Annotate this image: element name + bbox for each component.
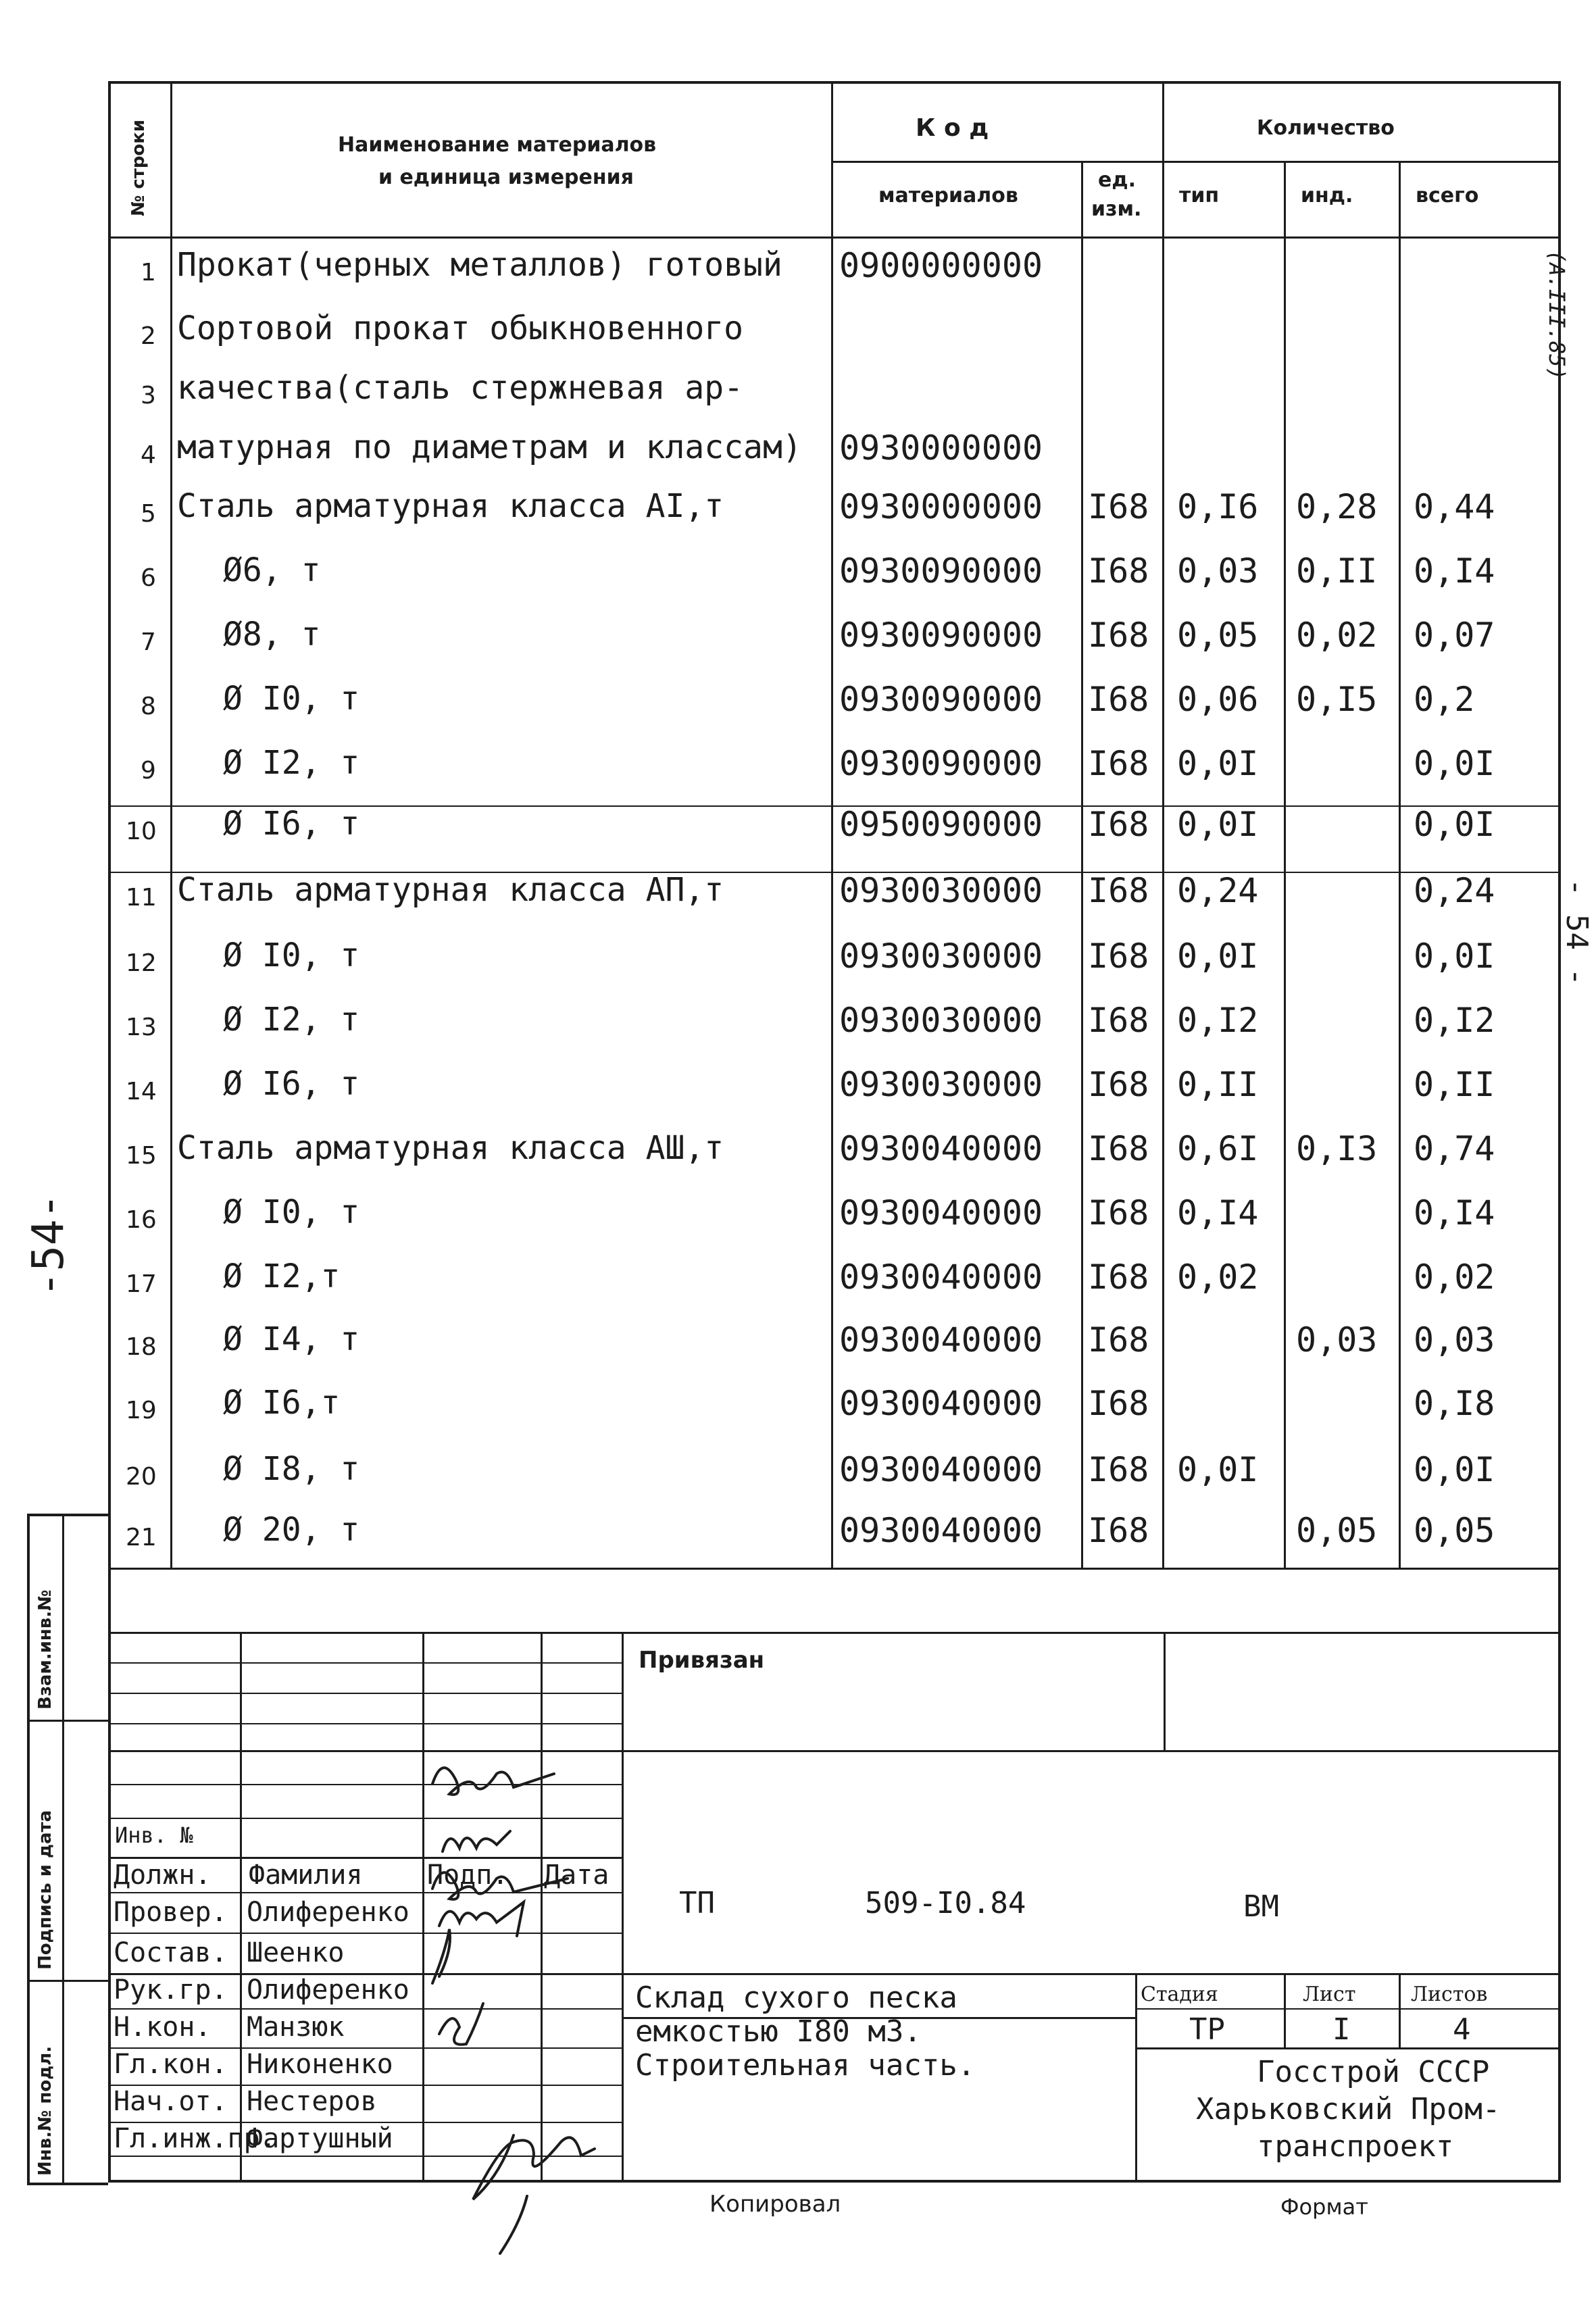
row-typ: 0,02 — [1177, 1258, 1259, 1297]
row-code: 0930040000 — [839, 1129, 1043, 1168]
staff-col-line — [422, 1632, 424, 2183]
row-name: Ø I2, т — [223, 1001, 360, 1039]
row-number: 17 — [126, 1270, 157, 1298]
row-number: 13 — [126, 1014, 157, 1041]
row-name: Ø 20, т — [223, 1511, 360, 1549]
side-strip-bottom — [27, 2183, 108, 2185]
staff-col-line — [240, 1632, 242, 2183]
row-number: 14 — [126, 1078, 157, 1105]
footer-format: Формат — [1280, 2194, 1368, 2220]
side-strip-div2 — [27, 1980, 108, 1982]
row-unit: I68 — [1088, 805, 1149, 844]
row-typ: 0,0I — [1177, 937, 1259, 976]
row-typ: 0,I2 — [1177, 1001, 1259, 1040]
row-total: 0,II — [1414, 1065, 1495, 1104]
row-unit: I68 — [1088, 937, 1149, 976]
row-name: Сталь арматурная класса AП,т — [177, 871, 724, 909]
row-typ: 0,II — [1177, 1065, 1259, 1104]
title-block-divider — [622, 1632, 624, 2183]
row-total: 0,44 — [1414, 487, 1495, 526]
row-total: 0,2 — [1414, 680, 1475, 719]
title-line2: емкостью I80 м3. — [635, 2014, 922, 2049]
staff-name: Олиференко — [247, 1897, 409, 1928]
staff-name: Нестеров — [247, 2086, 377, 2117]
row-name: Ø I6,т — [223, 1384, 341, 1422]
side-label-vzam: Взам.инв.№ — [35, 1589, 55, 1710]
row-number: 19 — [126, 1397, 157, 1424]
row-number: 2 — [141, 322, 156, 350]
row-total: 0,I8 — [1414, 1384, 1495, 1423]
staff-name: Фартушный — [247, 2123, 393, 2154]
header-quantity: Количество — [1257, 116, 1395, 140]
row-total: 0,I4 — [1414, 1193, 1495, 1233]
row-name: Ø I0, т — [223, 1193, 360, 1231]
staff-col-header: Дата — [544, 1860, 609, 1891]
row-code: 0930090000 — [839, 551, 1043, 591]
row-total: 0,I2 — [1414, 1001, 1495, 1040]
row-total: 0,05 — [1414, 1511, 1495, 1550]
staff-col-header: Подп. — [427, 1860, 509, 1891]
header-bottom-line — [108, 237, 1561, 239]
row-total: 0,02 — [1414, 1258, 1495, 1297]
row-name: Сортовой прокат обыкновенного — [177, 309, 744, 347]
header-q-total: всего — [1416, 184, 1479, 207]
row-code: 0950090000 — [839, 805, 1043, 844]
row-code: 0930030000 — [839, 1001, 1043, 1040]
col-line-ind — [1284, 161, 1286, 1568]
stage-line — [1135, 2047, 1561, 2049]
staff-line — [108, 2156, 622, 2157]
row-code: 0930090000 — [839, 616, 1043, 655]
row-name: Ø I8, т — [223, 1450, 360, 1488]
staff-line — [108, 1784, 622, 1785]
side-label-podpis: Подпись и дата — [35, 1810, 55, 1970]
row-typ: 0,6I — [1177, 1129, 1259, 1168]
header-code-unit-1: ед. — [1098, 168, 1136, 192]
row-ind: 0,II — [1296, 551, 1378, 591]
stage-divider — [1284, 1973, 1286, 2047]
row-typ: 0,I6 — [1177, 487, 1259, 526]
row-code: 0930040000 — [839, 1193, 1043, 1233]
row-name: Ø I2,т — [223, 1258, 341, 1295]
row-number: 12 — [126, 949, 157, 977]
inv-number-label: Инв. № — [115, 1822, 193, 1848]
row-number: 15 — [126, 1142, 157, 1170]
staff-line — [108, 2008, 622, 2010]
header-code-material: материалов — [878, 184, 1018, 207]
row-number: 9 — [141, 757, 156, 785]
header-sub-line — [831, 161, 1561, 163]
row-code: 0900000000 — [839, 246, 1043, 285]
row-code: 0930040000 — [839, 1258, 1043, 1297]
row-number: 3 — [141, 382, 156, 409]
margin-mark-left: -54- — [24, 1193, 74, 1297]
header-code-unit-2: изм. — [1091, 197, 1142, 221]
title-line3: Строительная часть. — [635, 2048, 976, 2083]
row-typ: 0,I4 — [1177, 1193, 1259, 1233]
row-ind: 0,02 — [1296, 616, 1378, 655]
privyazan-divider — [1164, 1632, 1166, 1750]
row-unit: I68 — [1088, 1511, 1149, 1550]
row-typ: 0,0I — [1177, 1450, 1259, 1489]
row-number: 20 — [126, 1463, 157, 1491]
side-strip-left — [27, 1514, 30, 2183]
row-name: Ø8, т — [223, 616, 321, 653]
row-name: матурная по диаметрам и классам) — [177, 428, 802, 466]
staff-role: Нач.от. — [114, 2086, 228, 2117]
row-total: 0,07 — [1414, 616, 1495, 655]
staff-role: Провер. — [114, 1897, 228, 1928]
row-total: 0,24 — [1414, 871, 1495, 910]
staff-line — [108, 1693, 622, 1694]
row-ind: 0,I3 — [1296, 1129, 1378, 1168]
row-typ: 0,0I — [1177, 744, 1259, 783]
row-ind: 0,03 — [1296, 1320, 1378, 1360]
row-total: 0,0I — [1414, 937, 1495, 976]
row-ind: 0,05 — [1296, 1511, 1378, 1550]
sheets-value: 4 — [1453, 2012, 1471, 2047]
org-line2: Харьковский Пром- — [1196, 2092, 1501, 2126]
row-ind: 0,28 — [1296, 487, 1378, 526]
footer-copied: Копировал — [709, 2191, 841, 2218]
row-number: 1 — [141, 259, 156, 287]
staff-name: Шеенко — [247, 1937, 345, 1968]
row-code: 0930030000 — [839, 937, 1043, 976]
row-number: 8 — [141, 693, 156, 720]
staff-col-header: Фамилия — [249, 1860, 363, 1891]
staff-line — [108, 1892, 622, 1893]
staff-role: Гл.инж.пр. — [114, 2123, 276, 2154]
row-name: Ø6, т — [223, 551, 321, 589]
margin-mark-right: - 54 - — [1560, 878, 1594, 986]
row-code: 0930040000 — [839, 1450, 1043, 1489]
staff-line — [108, 1933, 622, 1934]
row-name: Ø I2, т — [223, 744, 360, 782]
row-typ: 0,05 — [1177, 616, 1259, 655]
sheet-label: Лист — [1303, 1983, 1356, 2006]
row-code: 0930040000 — [839, 1384, 1043, 1423]
side-strip-inner — [62, 1514, 64, 2183]
col-line-total — [1399, 161, 1401, 1568]
row-code: 0930030000 — [839, 871, 1043, 910]
row-name: Прокат(черных металлов) готовый — [177, 246, 782, 284]
title-block-line — [108, 1750, 1561, 1752]
row-name: Ø I6, т — [223, 1065, 360, 1103]
staff-col-line — [541, 1632, 543, 2183]
row-name: Ø I0, т — [223, 680, 360, 718]
doc-number: 509-I0.84 — [865, 1886, 1026, 1920]
row-code: 0930000000 — [839, 428, 1043, 468]
sheets-label: Листов — [1411, 1983, 1488, 2006]
row-total: 0,0I — [1414, 805, 1495, 844]
row-code: 0930090000 — [839, 744, 1043, 783]
row-name: качества(сталь стержневая ар- — [177, 369, 744, 407]
row-code: 0930000000 — [839, 487, 1043, 526]
privyazan-label: Привязан — [639, 1647, 765, 1674]
row-total: 0,03 — [1414, 1320, 1495, 1360]
row-code: 0930040000 — [839, 1320, 1043, 1360]
row-code: 0930030000 — [839, 1065, 1043, 1104]
row-number: 6 — [141, 564, 156, 592]
sheet-value: I — [1332, 2012, 1351, 2047]
row-total: 0,74 — [1414, 1129, 1495, 1168]
row-typ: 0,24 — [1177, 871, 1259, 910]
side-strip-top — [27, 1514, 108, 1516]
row-number: 11 — [126, 884, 157, 912]
row-typ: 0,03 — [1177, 551, 1259, 591]
stage-divider — [1399, 1973, 1401, 2047]
row-total: 0,0I — [1414, 1450, 1495, 1489]
staff-name: Никоненко — [247, 2049, 393, 2080]
doc-mark: ВМ — [1243, 1889, 1279, 1924]
col-line-name — [170, 81, 172, 1568]
staff-name: Манзюк — [247, 2012, 345, 2043]
row-name: Ø I4, т — [223, 1320, 360, 1358]
title-line1: Склад сухого песка — [635, 1981, 957, 2015]
staff-line — [108, 1662, 622, 1664]
row-unit: I68 — [1088, 744, 1149, 783]
side-label-inv: Инв.№ подл. — [35, 2045, 55, 2176]
staff-line — [108, 1723, 622, 1724]
col-line-qty — [1162, 81, 1164, 1568]
row-ind: 0,I5 — [1296, 680, 1378, 719]
row-unit: I68 — [1088, 1258, 1149, 1297]
stage-value: ТР — [1189, 2012, 1225, 2047]
col-line-unit — [1081, 161, 1083, 1568]
row-code: 0930040000 — [839, 1511, 1043, 1550]
staff-role: Рук.гр. — [114, 1974, 228, 2006]
header-row-number: № строки — [128, 119, 149, 216]
staff-role: Н.кон. — [114, 2012, 211, 2043]
row-unit: I68 — [1088, 1129, 1149, 1168]
row-unit: I68 — [1088, 1065, 1149, 1104]
staff-col-header: Должн. — [114, 1860, 211, 1891]
row-number: 5 — [141, 500, 156, 528]
org-line3: транспроект — [1257, 2129, 1454, 2164]
header-name-line1: Наименование материалов — [338, 133, 657, 157]
row-unit: I68 — [1088, 1320, 1149, 1360]
row-unit: I68 — [1088, 680, 1149, 719]
staff-line — [108, 1857, 622, 1859]
margin-mark-top-right: (A.III.85) — [1544, 250, 1570, 380]
row-unit: I68 — [1088, 616, 1149, 655]
header-q-ind: инд. — [1301, 184, 1353, 207]
row-number: 16 — [126, 1206, 157, 1234]
row-typ: 0,06 — [1177, 680, 1259, 719]
row-typ: 0,0I — [1177, 805, 1259, 844]
row-code: 0930090000 — [839, 680, 1043, 719]
staff-name: Олиференко — [247, 1974, 409, 2006]
col-line-code — [831, 81, 833, 1568]
row-name: Ø I6, т — [223, 805, 360, 843]
org-line1: Госстрой СССР — [1257, 2055, 1490, 2089]
row-name: Сталь арматурная класса AI,т — [177, 487, 724, 525]
row-number: 4 — [141, 441, 156, 469]
row-total: 0,0I — [1414, 744, 1495, 783]
row-unit: I68 — [1088, 1384, 1149, 1423]
row-unit: I68 — [1088, 871, 1149, 910]
row-unit: I68 — [1088, 1001, 1149, 1040]
row-number: 7 — [141, 628, 156, 656]
staff-line — [108, 1818, 622, 1819]
side-strip-div1 — [27, 1720, 108, 1722]
row-number: 18 — [126, 1333, 157, 1361]
row-number: 10 — [126, 818, 157, 845]
staff-role: Гл.кон. — [114, 2049, 228, 2080]
staff-role: Состав. — [114, 1937, 228, 1968]
row-total: 0,I4 — [1414, 551, 1495, 591]
row-name: Сталь арматурная класса AШ,т — [177, 1129, 724, 1167]
doc-tp: ТП — [679, 1886, 715, 1920]
row-name: Ø I0, т — [223, 937, 360, 974]
row-unit: I68 — [1088, 551, 1149, 591]
row-unit: I68 — [1088, 487, 1149, 526]
row-unit: I68 — [1088, 1450, 1149, 1489]
title-block-line — [108, 1632, 1561, 1634]
header-name-line2: и единица измерения — [378, 166, 634, 189]
row-unit: I68 — [1088, 1193, 1149, 1233]
row-number: 21 — [126, 1524, 157, 1551]
header-q-typ: тип — [1179, 184, 1220, 207]
stage-divider — [1135, 1973, 1137, 2183]
stage-line — [1135, 2008, 1561, 2010]
header-code: К о д — [916, 114, 989, 142]
stage-label: Стадия — [1141, 1983, 1218, 2006]
